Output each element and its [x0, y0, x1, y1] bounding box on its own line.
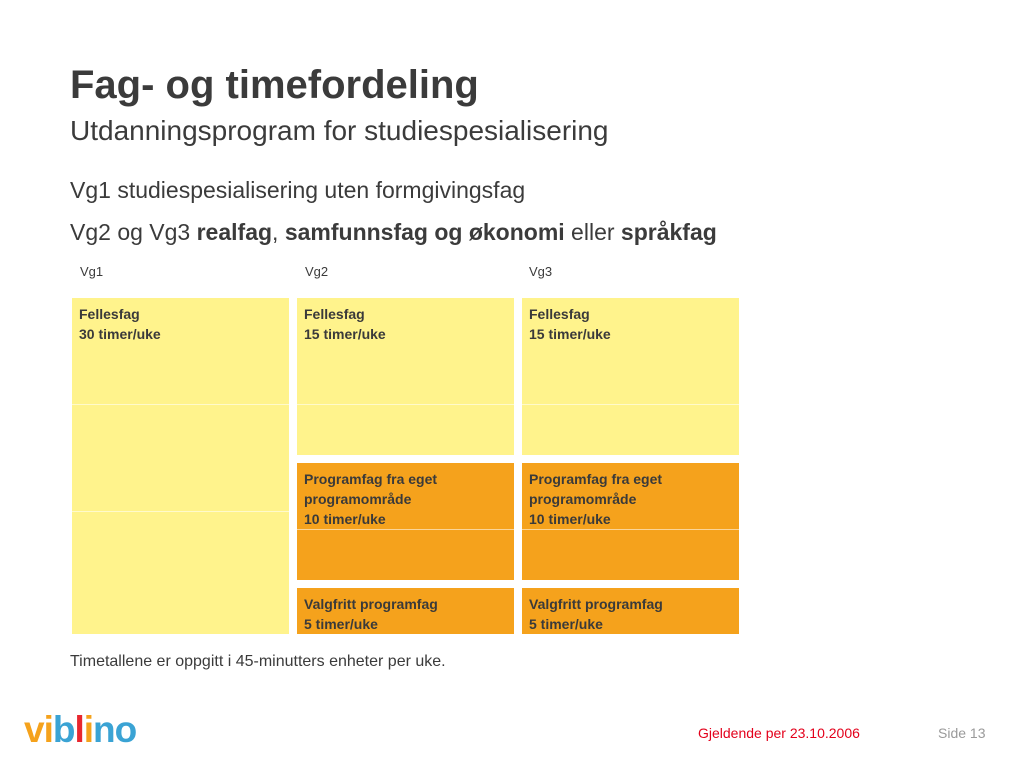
block-name: Fellesfag [529, 306, 590, 322]
footnote: Timetallene er oppgitt i 45-minutters enheter per uke. [70, 653, 446, 670]
block-hours: 30 timer/uke [79, 326, 161, 342]
vg2-programfag-block [297, 463, 514, 580]
realfag-label: realfag [196, 219, 273, 245]
logo-letter: v [24, 709, 44, 750]
vg2-valgfritt-block [297, 588, 514, 634]
block-hours: 5 timer/uke [529, 616, 603, 632]
block-name: Valgfritt programfag [304, 596, 438, 612]
vg2-vg3-description [70, 217, 717, 247]
logo-letter: o [114, 709, 137, 750]
divider [297, 529, 514, 530]
block-name: Fellesfag [304, 306, 365, 322]
samfunnsfag-label: samfunnsfag og økonomi [284, 219, 565, 245]
block-hours: 15 timer/uke [529, 326, 611, 342]
viblino-logo [24, 708, 136, 752]
divider [72, 404, 289, 405]
vg2-fellesfag-block [297, 298, 514, 455]
divider [72, 511, 289, 512]
logo-letter: i [43, 709, 53, 750]
vg1-fellesfag-block [72, 298, 289, 634]
block-name: Fellesfag [79, 306, 140, 322]
vg1-description: Vg1 studiespesialisering uten formgivingsfag [70, 177, 526, 203]
logo-letter: l [74, 709, 84, 750]
sprakfag-label: språkfag [620, 219, 717, 245]
divider [522, 404, 739, 405]
divider [297, 404, 514, 405]
block-name: Programfag fra eget [304, 471, 438, 487]
slide-subtitle: Utdanningsprogram for studiespesialisering [70, 115, 609, 146]
block-hours: 10 timer/uke [529, 511, 611, 527]
block-hours: 15 timer/uke [304, 326, 386, 342]
block-name-2: programområde [304, 491, 412, 507]
line2-text-2: , [272, 219, 285, 245]
block-name: Valgfritt programfag [529, 596, 663, 612]
vg3-valgfritt-block [522, 588, 739, 634]
column-label-vg2: Vg2 [305, 264, 329, 279]
divider [522, 529, 739, 530]
block-hours: 5 timer/uke [304, 616, 378, 632]
line2-text-1: Vg2 og Vg3 [70, 219, 197, 245]
vg3-fellesfag-block [522, 298, 739, 455]
vg3-programfag-block [522, 463, 739, 580]
block-name-2: programområde [529, 491, 637, 507]
footer-date: Gjeldende per 23.10.2006 [698, 725, 860, 741]
logo-letter: b [52, 709, 75, 750]
page-number: Side 13 [938, 725, 986, 741]
block-hours: 10 timer/uke [304, 511, 386, 527]
slide-title: Fag- og timefordeling [70, 63, 479, 107]
logo-letter: n [93, 709, 115, 750]
column-label-vg3: Vg3 [529, 264, 553, 279]
column-label-vg1: Vg1 [80, 264, 104, 279]
line2-text-3: eller [564, 219, 621, 245]
block-name: Programfag fra eget [529, 471, 663, 487]
logo-letter: i [83, 709, 94, 750]
